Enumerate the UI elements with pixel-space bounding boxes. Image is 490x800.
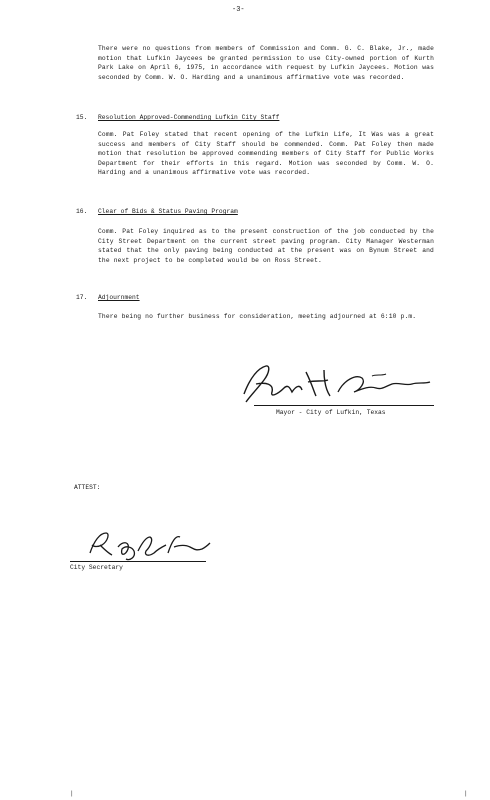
secretary-signature-line <box>70 561 206 562</box>
scan-mark: | <box>70 790 74 797</box>
item-number: 15. <box>76 114 88 121</box>
mayor-signature-line <box>254 405 434 406</box>
scan-mark: | <box>464 790 468 797</box>
intro-paragraph: There were no questions from members of Commission and Comm. G. C. Blake, Jr., made motion that Lufkin Jaycees be granted permission to use City-owned portion of Kurth Park Lake on April 6, 1975, in accordance with request by Lufkin Jaycees. Motion was seconded by Comm. W. O. Harding and a unanimous affirmative vote was recorded. <box>98 45 434 81</box>
secretary-title: City Secretary <box>70 564 123 571</box>
mayor-title: Mayor - City of Lufkin, Texas <box>276 409 386 416</box>
item-heading: Adjournment <box>98 294 140 301</box>
page-number: -3- <box>232 6 245 14</box>
mayor-signature <box>236 358 436 408</box>
secretary-signature <box>84 527 214 563</box>
item-body: Comm. Pat Foley stated that recent opening of the Lufkin Life, It Was was a great success and members of City Staff should be commended. Comm. Pat Foley then made motion that resolution be approved commending members of City Staff for Public Works Department for their efforts in this regard. Motion was seconded by Comm. W. O. Harding and a unanimous affirmative vote was recorded. <box>98 131 434 177</box>
item-number: 17. <box>76 294 88 301</box>
item-number: 16. <box>76 208 88 215</box>
item-body: There being no further business for consideration, meeting adjourned at 6:10 p.m. <box>98 313 417 320</box>
item-body: Comm. Pat Foley inquired as to the present construction of the job conducted by the City Street Department on the current street paving program. City Manager Westerman stated that the only paving being conducted at the present was on Bynum Street and the next project to be completed would be on Ross Street. <box>98 228 434 264</box>
item-heading: Clear of Bids & Status Paving Program <box>98 208 238 215</box>
attest-label: ATTEST: <box>74 484 101 491</box>
item-heading: Resolution Approved-Commending Lufkin City Staff <box>98 114 280 121</box>
